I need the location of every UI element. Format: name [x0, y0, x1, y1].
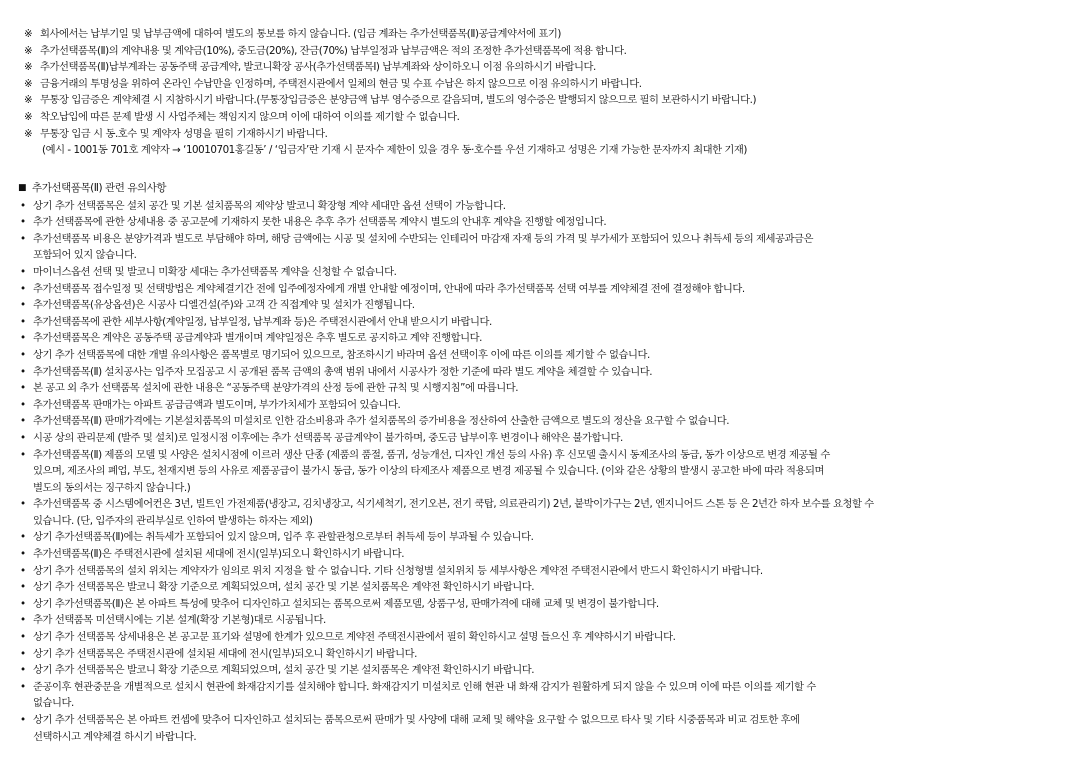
notice-line [24, 59, 1064, 76]
payment-notice-section [24, 26, 1064, 159]
list-item-text: 있으며, 제조사의 폐업, 부도, 천재지변 등의 사유로 제품공급이 불가시 동급, 동가 이상의 타제조사 제품으로 변경 제공될 수 있습니다. (이와 같은 상황의 발생시 공고한 바에 따라 적용되며 [33, 465, 825, 478]
notice-line [24, 43, 1064, 60]
list-item-text: 상기 추가 선택품목의 설치 위치는 계약자가 임의로 위치 지정을 할 수 없습니다. 기타 신청형별 설치위치 등 세부사항은 계약전 주택전시관에서 반드시 확인하시기 바랍니다. [33, 564, 763, 577]
bullet-icon: • [20, 265, 26, 278]
list-item [18, 612, 1064, 629]
list-item-text: 추가선택품목 비용은 분양가격과 별도로 부담해야 하며, 해당 금액에는 시공 및 설치에 수반되는 인테리어 마감재 자재 등의 가격 및 부가세가 포함되어 있으나 취득세 등의 제세공과금은 [33, 232, 814, 245]
notice-line [24, 92, 1064, 109]
list-item-text: 상기 추가 선택품목 상세내용은 본 공고문 표기와 설명에 한계가 있으므로 계약전 주택전시관에서 필히 확인하시고 설명 들으신 후 계약하시기 바랍니다. [33, 631, 676, 644]
bullet-icon: • [20, 714, 26, 726]
reference-mark-icon: ※ [24, 44, 33, 57]
list-item-text: 추가선택품목(Ⅱ)은 주택전시관에 설치된 세대에 전시(일부)되오니 확인하시기 바랍니다. [33, 548, 405, 561]
list-item [18, 596, 1064, 613]
list-item [18, 496, 1064, 529]
list-item-text: 상기 추가 선택품목은 주택전시관에 설치된 세대에 전시(일부)되오니 확인하시기 바랍니다. [33, 647, 417, 660]
list-item-text: 추가선택품목에 관한 세부사항(계약일정, 납부일정, 납부계좌 등)은 주택전시관에서 안내 받으시기 바랍니다. [33, 315, 492, 328]
list-item [18, 629, 1064, 646]
bullet-icon: • [20, 332, 26, 345]
bullet-icon: • [20, 647, 26, 660]
bullet-icon: • [20, 531, 26, 544]
reference-mark-icon: ※ [24, 110, 33, 123]
bullet-icon: • [20, 498, 26, 511]
notice-text: 추가선택품목(Ⅱ)의 계약내용 및 계약금(10%), 중도금(20%), 잔금(70%) 납부일정과 납부금액은 적의 조정한 추가선택품목에 적용 합니다. [40, 44, 627, 57]
bullet-icon: • [20, 548, 26, 561]
notice-line [24, 76, 1064, 93]
list-item-text: 상기 추가 선택품목에 대한 개별 유의사항은 품목별로 명기되어 있으므로, 참조하시기 바라며 옵션 선택이후 이에 따른 이의를 제기할 수 없습니다. [33, 348, 650, 361]
list-item [18, 198, 1064, 215]
list-item-text: 있습니다. (단, 입주자의 관리부실로 인하여 발생하는 하자는 제외) [33, 514, 313, 527]
reference-mark-icon: ※ [24, 94, 33, 107]
bullet-icon: • [20, 614, 26, 627]
list-item-text: 선택하시고 계약체결 하시기 바랍니다. [33, 730, 197, 743]
deposit-example: (예시 - 1001동 701호 계약자 → ‘10010701홍길동’ / ‘입금자’란 기재 시 문자수 제한이 있을 경우 동·호수를 우선 기재하고 성명은 기재 가능한 문자까지 최대한 기재) [42, 144, 747, 157]
list-item-text: 포함되어 있지 않습니다. [33, 249, 137, 262]
list-item-text: 추가선택품목(Ⅱ) 판매가격에는 기본설치품목의 미설치로 인한 감소비용과 추가 설치품목의 증가비용을 정산하여 산출한 금액으로 별도의 정산을 요구할 수 없습니다. [33, 415, 730, 428]
bullet-icon: • [20, 315, 26, 328]
list-item-text: 추가선택품목 판매가는 아파트 공급금액과 별도이며, 부가가치세가 포함되어 있습니다. [33, 398, 401, 411]
bullet-icon: • [20, 597, 26, 610]
list-item [18, 364, 1064, 381]
bullet-icon: • [20, 382, 26, 395]
notice-text: 무통장 입금증은 계약체결 시 지참하시기 바랍니다.(무통장입금증은 분양금액 납부 영수증으로 갈음되며, 별도의 영수증은 발행되지 않으므로 필히 보관하시기 바랍니다.) [40, 94, 757, 107]
bullet-icon: • [20, 664, 26, 677]
list-item-text: 상기 추가선택품목(Ⅱ)에는 취득세가 포함되어 있지 않으며, 입주 후 관할관청으로부터 취득세 등이 부과될 수 있습니다. [33, 531, 534, 544]
list-item [18, 646, 1064, 663]
list-item [18, 679, 1064, 712]
list-item [18, 430, 1064, 447]
list-item [18, 380, 1064, 397]
list-item [18, 264, 1064, 281]
bullet-icon: • [20, 199, 26, 212]
bullet-icon: • [20, 680, 26, 693]
section-title: 추가선택품목(Ⅱ) 관련 유의사항 [32, 182, 167, 194]
bullet-icon: • [20, 564, 26, 577]
list-item-text: 추가선택품목 중 시스템에어컨은 3년, 빌트인 가전제품(냉장고, 김치냉장고, 식기세척기, 전기오븐, 전기 쿡탑, 의료관리기) 2년, 붙박이가구는 2년, 엔지니어드 스톤 등 은 2년간 하자 보수를 요청할 수 [33, 498, 874, 511]
list-item-text: 준공이후 현관중문을 개별적으로 설치시 현관에 화재감지기를 설치해야 합니다. 화재감지기 미설치로 인해 현관 내 화재 감지가 원활하게 되지 않을 수 있으며 이에 따른 이의를 제기할 수 [33, 680, 816, 693]
notice-text: 착오납입에 따른 문제 발생 시 사업주체는 책임지지 않으며 이에 대하여 이의를 제기할 수 없습니다. [40, 110, 460, 123]
list-item-text: 상기 추가 선택품목은 설치 공간 및 기본 설치품목의 제약상 발코니 확장형 계약 세대만 옵션 선택이 가능합니다. [33, 199, 506, 212]
list-item-text: 상기 추가 선택품목은 본 아파트 컨셉에 맞추어 디자인하고 설치되는 품목으로써 판매가 및 사양에 대해 교체 및 해약을 요구할 수 없으므로 타사 및 기타 시중품목과 비교 검토한 후에 [33, 714, 800, 726]
list-item [18, 546, 1064, 563]
reference-mark-icon: ※ [24, 61, 33, 74]
list-item-text: 추가선택품목은 계약은 공동주택 공급계약과 별개이며 계약일정은 추후 별도로 공지하고 계약 진행합니다. [33, 332, 482, 345]
list-item-text: 상기 추가선택품목(Ⅱ)은 본 아파트 특성에 맞추어 디자인하고 설치되는 품목으로써 제품모델, 상품구성, 판매가격에 대해 교체 및 변경이 불가합니다. [33, 597, 659, 610]
list-item [18, 529, 1064, 546]
list-item-text: 마이너스옵션 선택 및 발코니 미확장 세대는 추가선택품목 계약을 신청할 수 없습니다. [33, 265, 397, 278]
reference-mark-icon: ※ [24, 77, 33, 90]
notice-text: 금융거래의 투명성을 위하여 온라인 수납만을 인정하며, 주택전시관에서 일체의 현금 및 수표 수납은 하지 않으므로 이점 유의하시기 바랍니다. [40, 77, 642, 90]
list-item-text: 추가 선택품목 미선택시에는 기본 설계(확장 기본형)대로 시공됩니다. [33, 614, 326, 627]
section-heading [18, 180, 1064, 197]
bullet-icon: • [20, 348, 26, 361]
reference-mark-icon: ※ [24, 28, 33, 40]
notice-line [24, 126, 1064, 143]
list-item [18, 563, 1064, 580]
square-bullet-icon: ■ [18, 183, 27, 193]
list-item [18, 397, 1064, 414]
list-item-text: 추가선택품목(Ⅱ) 제품의 모델 및 사양은 설치시점에 이르러 생산 단종 (제품의 품절, 품귀, 성능개선, 디자인 개선 등의 사유) 후 신모델 출시시 동제조사의 동급, 동가 이상으로 변경 제공될 수 [33, 448, 830, 461]
bullet-icon: • [20, 216, 26, 229]
list-item [18, 579, 1064, 596]
list-item [18, 712, 1064, 745]
list-item-text: 추가 선택품목에 관한 상세내용 중 공고문에 기재하지 못한 내용은 추후 추가 선택품목 계약시 별도의 안내후 계약을 진행할 예정입니다. [33, 216, 607, 229]
notice-text: 무통장 입금 시 동.호수 및 계약자 성명을 필히 기재하시기 바랍니다. [40, 127, 328, 140]
option-caution-section [18, 180, 1064, 745]
reference-mark-icon: ※ [24, 127, 33, 140]
caution-list [18, 198, 1064, 746]
bullet-icon: • [20, 581, 26, 594]
list-item-text: 본 공고 외 추가 선택품목 설치에 관한 내용은 “공동주택 분양가격의 산정 등에 관한 규칙 및 시행지침”에 따릅니다. [33, 382, 519, 395]
list-item-text: 별도의 동의서는 징구하지 않습니다.) [33, 481, 191, 494]
list-item [18, 231, 1064, 264]
list-item [18, 347, 1064, 364]
list-item-text: 추가선택품목(Ⅱ) 설치공사는 입주자 모집공고 시 공개된 품목 금액의 총액 범위 내에서 시공사가 정한 기준에 따라 별도 계약을 체결할 수 있습니다. [33, 365, 653, 378]
bullet-icon: • [20, 431, 26, 444]
list-item-text: 상기 추가 선택품목은 발코니 확장 기준으로 계획되었으며, 설치 공간 및 기본 설치품목은 계약전 확인하시기 바랍니다. [33, 581, 535, 594]
list-item-text: 시공 상의 관리문제 (발주 및 설치)로 일정시점 이후에는 추가 선택품목 공급계약이 불가하며, 중도금 납부이후 변경이나 해약은 불가합니다. [33, 431, 623, 444]
list-item [18, 447, 1064, 497]
list-item [18, 330, 1064, 347]
notice-text: 회사에서는 납부기일 및 납부금액에 대하여 별도의 통보를 하지 않습니다. (입금 계좌는 추가선택품목(Ⅱ)공급계약서에 표기) [40, 28, 561, 40]
list-item [18, 297, 1064, 314]
list-item-text: 상기 추가 선택품목은 발코니 확장 기준으로 계획되었으며, 설치 공간 및 기본 설치품목은 계약전 확인하시기 바랍니다. [33, 664, 535, 677]
bullet-icon: • [20, 415, 26, 428]
notice-line [24, 26, 1064, 43]
list-item-text: 추가선택품목(유상옵션)은 시공사 디엘건설(주)와 고객 간 직접계약 및 설치가 진행됩니다. [33, 299, 415, 312]
list-item-text: 추가선택품목 접수일정 및 선택방법은 계약체결기간 전에 입주예정자에게 개별 안내할 예정이며, 안내에 따라 추가선택품목 선택 여부를 계약체결 전에 결정해야 합니다. [33, 282, 745, 295]
bullet-icon: • [20, 232, 26, 245]
bullet-icon: • [20, 299, 26, 312]
bullet-icon: • [20, 448, 26, 461]
notice-line [24, 109, 1064, 126]
notice-text: 추가선택품목(Ⅱ)납부계좌는 공동주택 공급계약, 발코니확장 공사(추가선택품목Ⅰ) 납부계좌와 상이하오니 이점 유의하시기 바랍니다. [40, 61, 596, 74]
list-item [18, 413, 1064, 430]
list-item [18, 662, 1064, 679]
list-item-text: 없습니다. [33, 697, 74, 710]
bullet-icon: • [20, 365, 26, 378]
bullet-icon: • [20, 398, 26, 411]
bullet-icon: • [20, 631, 26, 644]
bullet-icon: • [20, 282, 26, 295]
list-item [18, 281, 1064, 298]
list-item [18, 314, 1064, 331]
list-item [18, 214, 1064, 231]
